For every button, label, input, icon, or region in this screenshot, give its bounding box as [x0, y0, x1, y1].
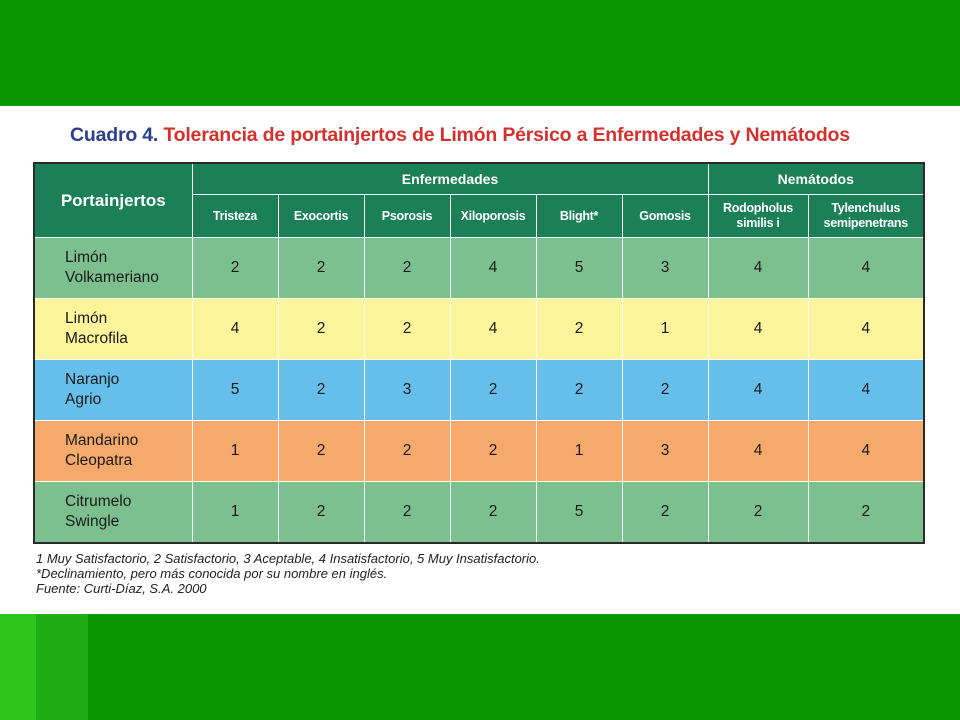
table-row	[34, 299, 924, 360]
column-header-line: similis i	[736, 216, 780, 230]
tolerance-value: 4	[450, 299, 536, 360]
rootstock-name-line: Volkameriano	[65, 269, 159, 286]
note-scale: 1 Muy Satisfactorio, 2 Satisfactorio, 3 Aceptable, 4 Insatisfactorio, 5 Muy Insatisfactorio.	[36, 551, 540, 566]
rootstock-name	[34, 482, 192, 544]
rootstock-name-line: Limón	[65, 310, 108, 327]
table-row	[34, 421, 924, 482]
column-header	[192, 195, 278, 238]
tolerance-value: 5	[536, 238, 622, 299]
table-title-text: Tolerancia de portainjertos de Limón Pérsico a Enfermedades y Nemátodos	[163, 124, 850, 146]
tolerance-value: 4	[708, 238, 808, 299]
tolerance-value: 1	[536, 421, 622, 482]
column-header-line: Blight*	[559, 208, 599, 223]
table-notes	[36, 551, 736, 596]
tolerance-value: 4	[808, 421, 924, 482]
tolerance-value: 2	[622, 360, 708, 421]
tolerance-value: 2	[536, 360, 622, 421]
rootstock-name-line: Limón	[65, 249, 108, 266]
tolerance-value: 2	[450, 421, 536, 482]
rootstock-name	[34, 299, 192, 360]
bottom-stripe-mid	[36, 614, 88, 720]
tolerance-value: 2	[278, 482, 364, 544]
column-header-line: Gomosis	[639, 208, 691, 223]
note-blight: *Declinamiento, pero más conocida por su nombre en inglés.	[36, 566, 388, 581]
table-row	[34, 482, 924, 544]
column-header-line: Psorosis	[381, 208, 433, 223]
tolerance-value: 4	[708, 421, 808, 482]
tolerance-value: 2	[278, 238, 364, 299]
column-header-line: Exocortis	[293, 208, 349, 223]
tolerance-value: 4	[808, 299, 924, 360]
group-header-row	[34, 163, 924, 195]
tolerance-value: 5	[192, 360, 278, 421]
tolerance-value: 1	[622, 299, 708, 360]
column-header-line: Xiloporosis	[460, 208, 526, 223]
tolerance-value: 2	[278, 421, 364, 482]
tolerance-value: 1	[192, 482, 278, 544]
top-green-band	[0, 0, 960, 106]
tolerance-value: 4	[808, 360, 924, 421]
column-header-line: Tylenchulus	[831, 201, 901, 215]
tolerance-value: 2	[364, 482, 450, 544]
table-title-lead: Cuadro 4.	[70, 124, 159, 146]
tolerance-value: 4	[808, 238, 924, 299]
tolerance-value: 4	[192, 299, 278, 360]
tolerance-value: 2	[364, 421, 450, 482]
tolerance-value: 5	[536, 482, 622, 544]
rootstock-name-line: Macrofila	[65, 330, 128, 347]
column-header-line: semipenetrans	[823, 216, 908, 230]
tolerance-table	[33, 162, 925, 544]
column-header	[536, 195, 622, 238]
tolerance-value: 3	[364, 360, 450, 421]
tolerance-value: 2	[450, 482, 536, 544]
tolerance-value: 2	[364, 238, 450, 299]
rootstock-name	[34, 238, 192, 299]
tolerance-value: 2	[536, 299, 622, 360]
rootstock-name-line: Citrumelo	[65, 493, 132, 510]
tolerance-value: 2	[450, 360, 536, 421]
tolerance-value: 4	[708, 299, 808, 360]
tolerance-value: 2	[808, 482, 924, 544]
tolerance-value: 1	[192, 421, 278, 482]
column-header	[708, 195, 808, 238]
tolerance-value: 3	[622, 238, 708, 299]
column-header	[808, 195, 924, 238]
rootstock-name-line: Agrio	[65, 391, 102, 408]
table-body	[34, 238, 924, 544]
table-row	[34, 360, 924, 421]
column-header	[278, 195, 364, 238]
rootstock-name-line: Swingle	[65, 513, 120, 530]
tolerance-value: 2	[192, 238, 278, 299]
tolerance-value: 2	[708, 482, 808, 544]
rootstock-name-line: Mandarino	[65, 432, 139, 449]
table-title	[70, 124, 950, 147]
group-header-nematodos: Nemátodos	[708, 163, 924, 195]
tolerance-value: 4	[450, 238, 536, 299]
rootstock-name	[34, 360, 192, 421]
table-row	[34, 238, 924, 299]
group-header-enfermedades: Enfermedades	[192, 163, 708, 195]
tolerance-value: 2	[278, 360, 364, 421]
note-source: Fuente: Curti-Díaz, S.A. 2000	[36, 581, 207, 596]
tolerance-value: 2	[622, 482, 708, 544]
column-header	[450, 195, 536, 238]
bottom-stripe-light	[0, 614, 36, 720]
tolerance-value: 2	[364, 299, 450, 360]
column-header-line: Tristeza	[212, 208, 258, 223]
column-header-line: Rodopholus	[723, 201, 793, 215]
column-header	[364, 195, 450, 238]
tolerance-value: 2	[278, 299, 364, 360]
rootstock-name-line: Naranjo	[65, 371, 120, 388]
rootstock-name	[34, 421, 192, 482]
column-header	[622, 195, 708, 238]
rootstock-name-line: Cleopatra	[65, 452, 133, 469]
tolerance-value: 4	[708, 360, 808, 421]
row-header-portainjertos: Portainjertos	[34, 163, 192, 238]
tolerance-value: 3	[622, 421, 708, 482]
bottom-green-band	[0, 614, 960, 720]
